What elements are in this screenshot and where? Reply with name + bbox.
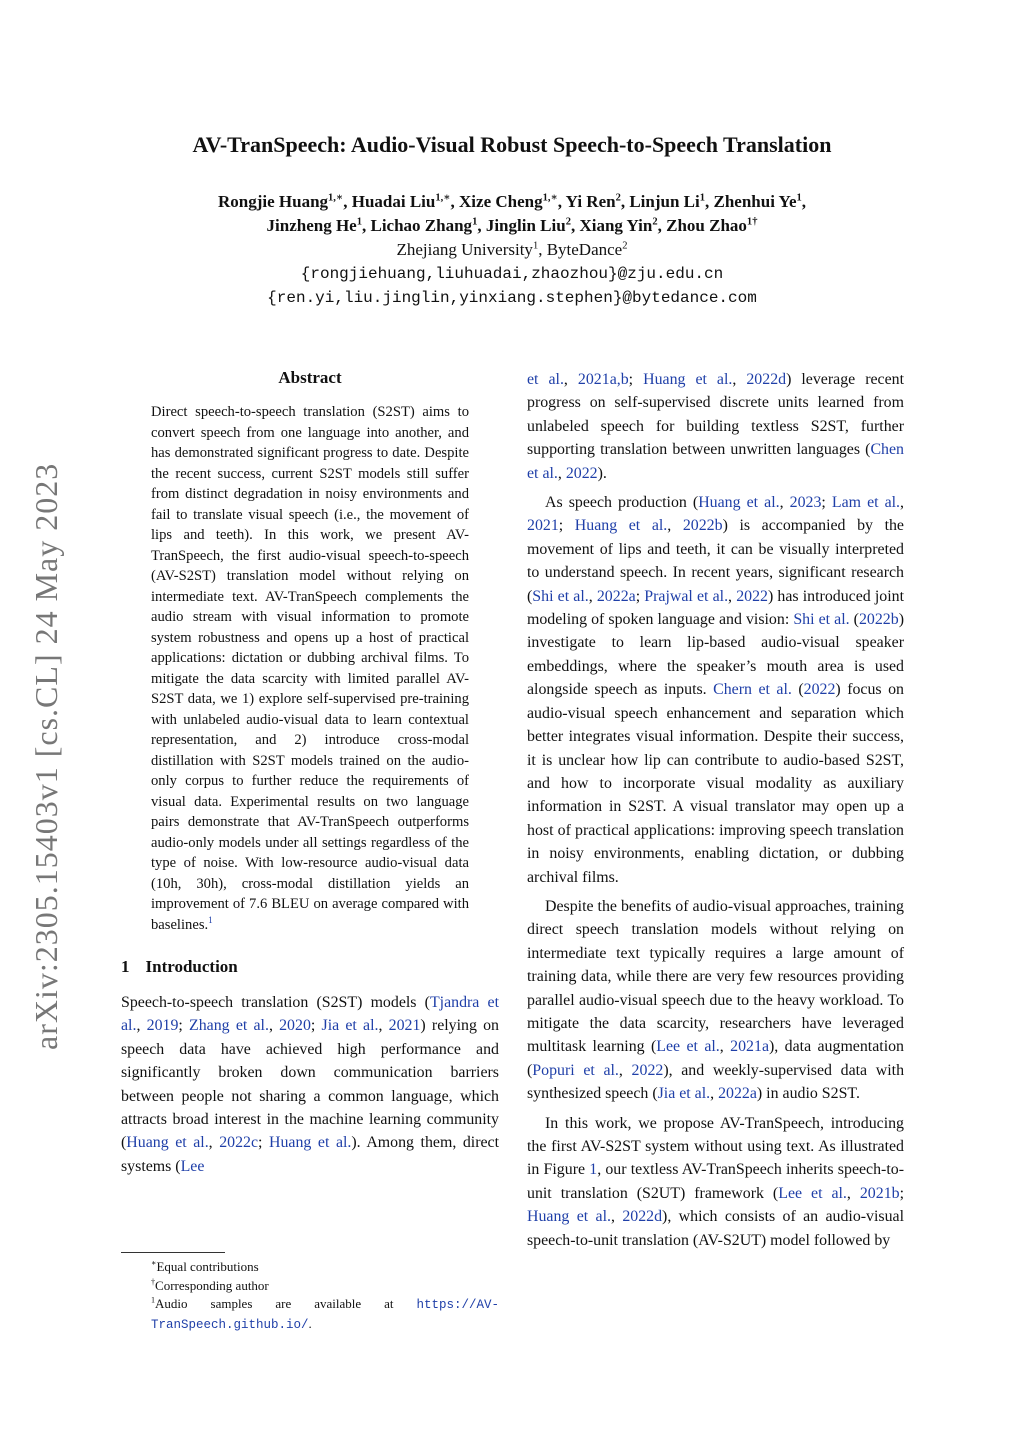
audio-samples-link[interactable]: https://AV-TranSpeech.github.io/ [151, 1298, 499, 1332]
citation-link[interactable]: Huang et al. [643, 371, 733, 388]
intro-paragraph-continued: et al., 2021a,b; Huang et al., 2022d) leverage recent progress on self-supervised discrete units learned from unlabeled speech for building textless S2ST, further supporting translation between unwritten languages (Chen et al., 2022). [527, 371, 905, 482]
footnote-corresponding: †Corresponding author [151, 1277, 269, 1293]
affiliation-bytedance: , ByteDance [538, 240, 623, 259]
citation-link[interactable]: Tjandra et al. [121, 994, 500, 1035]
author-mark: 1,∗ [542, 192, 558, 204]
abstract-text: Direct speech-to-speech translation (S2ST) aims to convert speech from one language into another, and has demonstrated significant progress to date. Despite the recent success, current S2ST models still suffer from distinct degradation in noisy environments and fail to translate visual speech (i.e., the movement of lips and teeth). In this work, we present AV-TranSpeech, the first audio-visual speech-to-speech (AV-S2ST) translation model without relying on intermediate text. AV-TranSpeech complements the audio stream with visual information to promote system robustness and opens up a host of practical applications: dictation or dubbing archival films. To mitigate the data scarcity with limited parallel AV-S2ST data, we 1) explore self-supervised pre-training with unlabeled audio-visual data to learn contextual representation, and 2) introduce cross-modal distillation with S2ST models trained on the audio-only corpus to further reduce the requirements of visual data. Experimental results on two language pairs demonstrate that AV-TranSpeech outperforms audio-only models under all settings regardless of the type of noise. With low-resource audio-visual data (10h, 30h), cross-modal distillation yields an improvement of 7.6 BLEU on average compared with baselines.$^1$ [151, 404, 469, 933]
citation-link[interactable]: 2020 [279, 1017, 311, 1035]
citation-link[interactable]: 2022b [858, 611, 899, 629]
intro-paragraph-3: Despite the benefits of audio-visual approaches, training direct speech translation models without relying on intermediate text typically requires a large amount of training data, while there are very few resources providing parallel audio-visual speech due to the heavy workload. To mitigate the data scarcity, researchers have leveraged multitask learning (Lee et al., 2021a), data augmentation (Popuri et al., 2022), and weekly-supervised data with synthesized speech (Jia et al., 2022a) in audio S2ST. [527, 897, 905, 1103]
author-name: Xiang Yin [579, 216, 653, 235]
affiliation-zju: Zhejiang University [396, 240, 533, 259]
author-line-1: Rongjie Huang$^{1,∗}$, Huadai Liu$^{1,∗}$, Xize Cheng$^{1,∗}$, Yi Ren$^2$, Linjun Li$^1$, Zhenhui Ye$^1$, [217, 192, 807, 211]
citation-link[interactable]: 2022a [718, 1085, 757, 1103]
citation-link[interactable]: 2022a [596, 587, 636, 605]
citation-link[interactable]: Huang et al. [126, 1134, 209, 1152]
author-name: Yi Ren [565, 192, 616, 211]
section-title: Introduction [145, 957, 238, 976]
left-column [121, 368, 499, 1178]
author-mark: 1 [699, 192, 706, 204]
intro-paragraph-4: In this work, we propose AV-TranSpeech, introducing the first AV-S2ST system without using text. As illustrated in Figure 1, our textless AV-TranSpeech inherits speech-to-unit translation (S2UT) framework (Lee et al., 2021b; Huang et al., 2022d), which consists of an audio-visual speech-to-unit translation (AV-S2UT) model followed by [527, 1114, 905, 1249]
citation-link[interactable]: Zhang et al. [189, 1017, 269, 1035]
citation-link[interactable]: 2022 [803, 681, 836, 699]
footnote-ref[interactable]: 1 [208, 914, 213, 925]
citation-link[interactable]: 2022 [736, 587, 768, 605]
author-mark: 2 [652, 216, 658, 228]
citation-link[interactable]: Shi et al. [532, 587, 589, 605]
citation-link[interactable]: Huang et al. [574, 517, 668, 535]
affiliation-mark: 2 [622, 240, 628, 252]
author-name: Jinzheng He [266, 216, 357, 235]
author-mark: 2 [565, 216, 571, 228]
footnote-equal-contribution: ∗Equal contributions [151, 1258, 259, 1274]
citation-link[interactable]: Lee [180, 1157, 205, 1175]
citation-link[interactable]: 2021 [388, 1017, 421, 1035]
citation-link[interactable]: Chern et al. [713, 681, 792, 699]
citation-link[interactable]: 2022d [622, 1208, 663, 1226]
author-name: Lichao Zhang [370, 216, 473, 235]
citation-link[interactable]: Popuri et al. [532, 1061, 619, 1079]
footnote-audio-samples: $^1$Audio samples are available at https://AV-TranSpeech.github.io/. [151, 1295, 499, 1332]
citation-link[interactable]: Huang et al. [698, 494, 780, 512]
email-zju: {rongjiehuang,liuhuadai,zhaozhou}@zju.edu.cn [300, 265, 724, 283]
section-heading-introduction [121, 957, 499, 977]
citation-link[interactable]: Chen et al. [527, 441, 904, 482]
paper-title: AV-TranSpeech: Audio-Visual Robust Speech-to-Speech Translation [192, 132, 832, 157]
footnote-rule [121, 1252, 225, 1253]
abstract-heading: Abstract [278, 368, 342, 387]
citation-link[interactable]: Jia et al. [321, 1017, 379, 1035]
author-mark: 1,∗ [328, 192, 344, 204]
author-mark: 2 [615, 192, 621, 204]
citation-link[interactable]: Jia et al. [657, 1085, 711, 1103]
citation-link[interactable]: Lee et al. [778, 1184, 847, 1202]
intro-paragraph-2: As speech production (Huang et al., 2023; Lam et al., 2021; Huang et al., 2022b) is accompanied by the movement of lips and teeth, it can be visually interpreted to understand speech. In recent years, significant research (Shi et al., 2022a; Prajwal et al., 2022) has introduced joint modeling of spoken language and vision: Shi et al. (2022b) investigate to learn lip-based audio-visual speaker embeddings, where the speaker’s mouth area is used alongside speech as inputs. Chern et al. (2022) focus on audio-visual speech enhancement and separation which better integrates visual information. Despite their success, it is unclear how lip can contribute to audio-based S2ST, and how to incorporate visual modality as auxiliary information in S2ST. A visual translator may open up a host of practical applications: improving speech translation in noisy environments, enabling dictation, or dubbing archival films. [527, 494, 905, 886]
author-name: Zhenhui Ye [713, 192, 797, 211]
citation-link[interactable]: 2022d [746, 371, 787, 388]
email-bytedance: {ren.yi,liu.jinglin,yinxiang.stephen}@bytedance.com [267, 289, 757, 307]
citation-link[interactable]: Huang et al. [527, 1208, 611, 1226]
citation-link[interactable]: 2022c [219, 1134, 259, 1152]
author-name: Linjun Li [629, 192, 700, 211]
citation-link[interactable]: Lee et al. [656, 1038, 720, 1056]
citation-link[interactable]: Lam et al. [831, 494, 901, 512]
author-name: Jinglin Liu [485, 216, 566, 235]
citation-link[interactable]: Huang et al. [269, 1134, 352, 1152]
author-mark: 1† [746, 216, 758, 228]
citation-link[interactable]: 2021 [527, 517, 559, 535]
right-column [527, 368, 904, 1252]
author-mark: 1 [472, 216, 478, 228]
author-block [100, 190, 924, 310]
affiliation-mark: 1 [532, 240, 539, 252]
citation-link[interactable]: 2021a,b [577, 371, 629, 388]
affiliations [100, 238, 924, 262]
citation-link[interactable]: et al. [527, 371, 564, 388]
citation-link[interactable]: 2021b [859, 1184, 900, 1202]
section-number: 1 [121, 957, 130, 976]
intro-paragraph-1: Speech-to-speech translation (S2ST) models (Tjandra et al., 2019; Zhang et al., 2020; Jia et al., 2021) relying on speech data have achieved high performance and significantly broken down communication barriers between people not sharing a common language, which attracts broad interest in the machine learning community (Huang et al., 2022c; Huang et al.). Among them, direct systems (Lee [121, 994, 500, 1175]
citation-link[interactable]: Shi et al. [793, 611, 850, 629]
citation-link[interactable]: 1 [589, 1161, 598, 1179]
author-name: Zhou Zhao [666, 216, 747, 235]
author-name: Rongjie Huang [217, 192, 329, 211]
citation-link[interactable]: 2022b [682, 517, 723, 535]
author-line-2: Jinzheng He$^1$, Lichao Zhang$^1$, Jinglin Liu$^2$, Xiang Yin$^2$, Zhou Zhao$^{1\dagger}$ [266, 216, 758, 235]
arxiv-identifier: arXiv:2305.15403v1 [cs.CL] 24 May 2023 [28, 462, 64, 1050]
author-mark: 1 [356, 216, 362, 228]
footnotes [121, 1252, 499, 1334]
citation-link[interactable]: 2021a [730, 1038, 769, 1056]
citation-link[interactable]: 2022 [631, 1061, 664, 1079]
author-name: Huadai Liu [351, 192, 436, 211]
author-mark: 1 [796, 192, 802, 204]
author-mark: 1,∗ [435, 192, 451, 204]
citation-link[interactable]: 2022 [565, 464, 598, 482]
author-name: Xize Cheng [459, 192, 543, 211]
citation-link[interactable]: 2019 [146, 1017, 179, 1035]
citation-link[interactable]: Prajwal et al. [644, 587, 729, 605]
citation-link[interactable]: 2023 [789, 494, 822, 512]
